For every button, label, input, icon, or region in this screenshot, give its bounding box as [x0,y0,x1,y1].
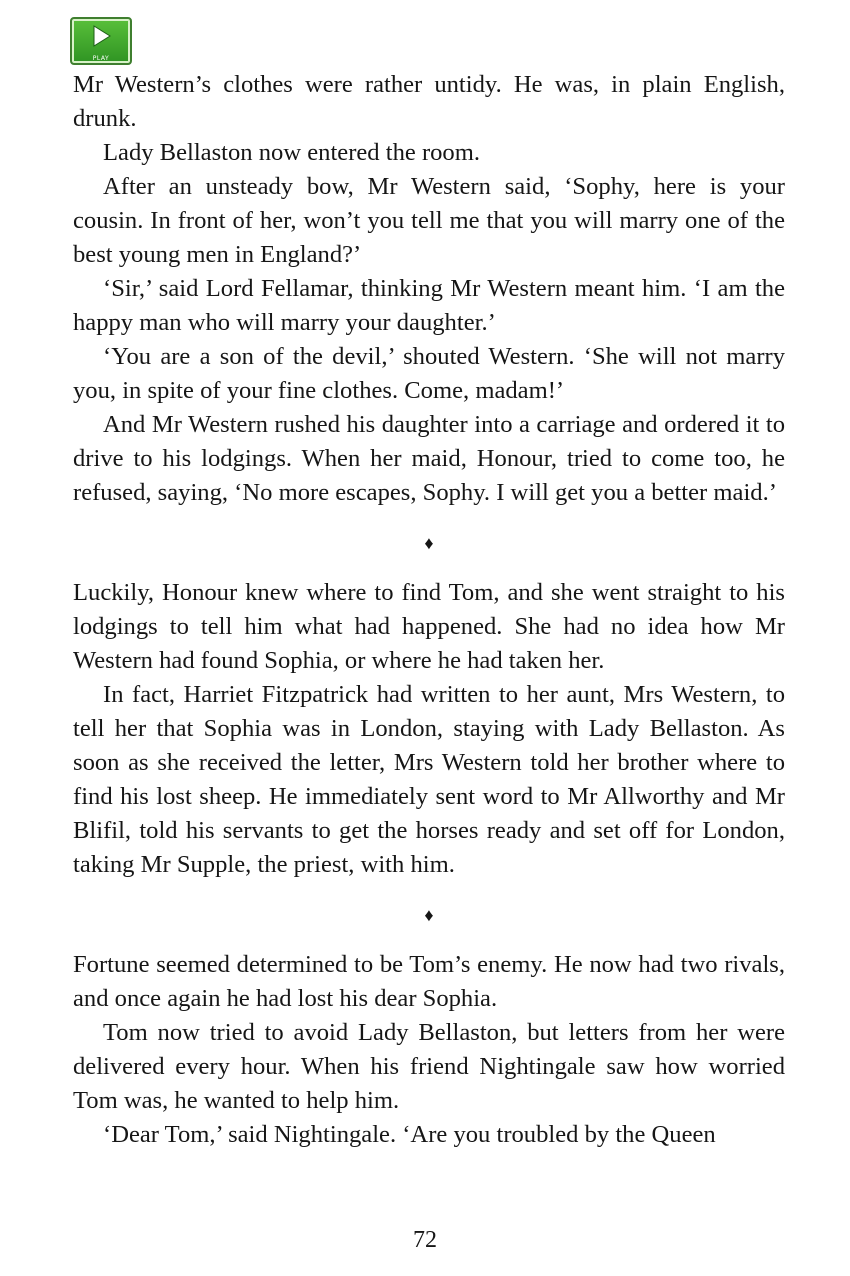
paragraph: ‘Sir,’ said Lord Fellamar, thinking Mr Western meant him. ‘I am the happy man who will marry your daughter.’ [73,275,785,336]
play-icon [93,25,111,47]
paragraph: Luckily, Honour knew where to find Tom, and she went straight to his lodgings to tell him what had happened. She had no idea how Mr Western had found Sophia, or where he had taken her. [73,579,785,674]
paragraph: Tom now tried to avoid Lady Bellaston, but letters from her were delivered every hour. When his friend Nightingale saw how worried Tom was, he wanted to help him. [73,1019,785,1114]
paragraph: ‘Dear Tom,’ said Nightingale. ‘Are you troubled by the Queen [103,1121,716,1148]
play-label: PLAY [92,55,110,62]
section-separator: ♦ [424,533,434,553]
page-number: 72 [413,1227,437,1253]
play-audio-button[interactable] [70,17,132,65]
paragraph: And Mr Western rushed his daughter into a carriage and ordered it to drive to his lodgings. When her maid, Honour, tried to come too, he refused, saying, ‘No more escapes, Sophy. I will get you a better maid.’ [73,411,785,506]
section-separator: ♦ [424,905,434,925]
paragraph: Fortune seemed determined to be Tom’s enemy. He now had two rivals, and once again he had lost his dear Sophia. [73,951,785,1012]
paragraph: Lady Bellaston now entered the room. [103,139,481,166]
paragraph: Mr Western’s clothes were rather untidy. He was, in plain English, drunk. [73,71,785,132]
paragraph: After an unsteady bow, Mr Western said, ‘Sophy, here is your cousin. In front of her, won’t you tell me that you will marry one of the best young men in England?’ [73,173,785,268]
paragraph: In fact, Harriet Fitzpatrick had written to her aunt, Mrs Western, to tell her that Sophia was in London, staying with Lady Bellaston. As soon as she received the letter, Mrs Western told her brother where to find his lost sheep. He immediately sent word to Mr Allworthy and Mr Blifil, told his servants to get the horses ready and set off for London, taking Mr Supple, the priest, with him. [73,681,785,878]
page-body [73,68,785,1152]
paragraph: ‘You are a son of the devil,’ shouted Western. ‘She will not marry you, in spite of your fine clothes. Come, madam!’ [73,343,785,404]
